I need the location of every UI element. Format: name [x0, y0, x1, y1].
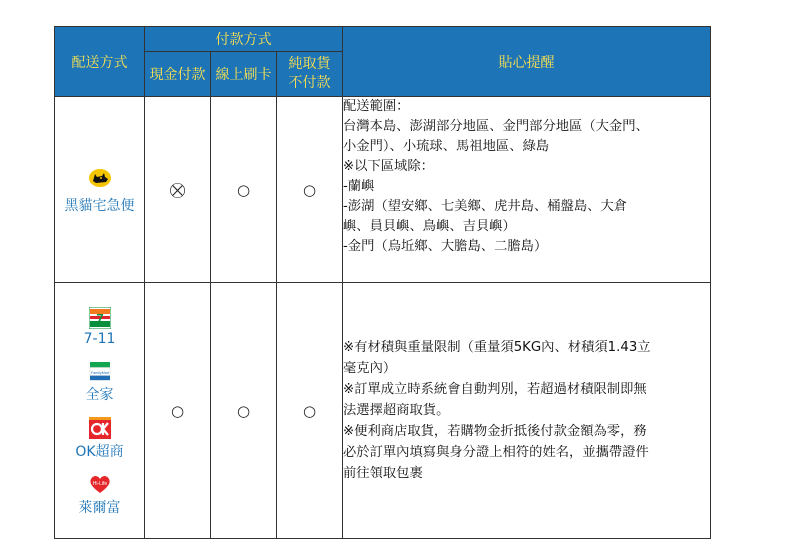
seven-eleven-logo-icon	[89, 307, 111, 329]
header-pickup-only: 純取貨 不付款	[277, 52, 343, 97]
cash-unavailable-mark: ⛒	[145, 97, 211, 283]
black-cat-icon	[87, 165, 113, 189]
store-hilife	[55, 467, 144, 523]
header-delivery-method: 配送方式	[55, 27, 145, 97]
store-label: 萊爾富	[78, 499, 121, 516]
ok-mart-logo-icon	[89, 417, 111, 439]
header-card: 線上刷卡	[211, 52, 277, 97]
delivery-payment-table	[54, 26, 711, 539]
table-row	[55, 97, 711, 283]
pickup-available-mark: ○	[277, 97, 343, 283]
header-payment-method: 付款方式	[145, 27, 343, 52]
header-tips: 貼心提醒	[343, 27, 711, 97]
svg-text:Hi-Life: Hi-Life	[92, 480, 107, 487]
hilife-logo-icon	[89, 473, 111, 495]
tips-convenience-stores: ※有材積與重量限制（重量須5KG內、材積須1.43立 毫克內） ※訂單成立時系統會自動判別，若超過材積限制即無 法選擇超商取貨。 ※便利商店取貨，若購物金折抵後付款金額為零，務 必於訂單內填寫與身分證上相符的姓名，並攜帶證件 前往領取包裹	[343, 283, 711, 539]
store-label: OK超商	[75, 443, 124, 460]
tips-black-cat: 配送範圍： 台灣本島、澎湖部分地區、金門部分地區（大金門、 小金門）、小琉球、馬祖地區、綠島 ※以下區域除： -蘭嶼 -澎湖（望安鄉、七美鄉、虎井島、桶盤島、大倉 嶼、員貝嶼、鳥嶼、吉貝嶼） -金門（烏坵鄉、大膽島、二膽島）	[343, 97, 711, 283]
store-familymart	[55, 355, 144, 411]
svg-text:7: 7	[95, 310, 104, 326]
pickup-available-mark: ○	[277, 283, 343, 539]
carrier-label: 黑貓宅急便	[64, 197, 135, 214]
store-label: 7-11	[83, 330, 116, 347]
card-available-mark: ○	[211, 283, 277, 539]
carrier-convenience-stores	[55, 283, 145, 539]
header-cash: 現金付款	[145, 52, 211, 97]
carrier-black-cat	[55, 97, 145, 283]
store-seven-eleven	[55, 299, 144, 355]
table-row	[55, 283, 711, 539]
store-label: 全家	[85, 386, 114, 403]
card-available-mark: ○	[211, 97, 277, 283]
cash-available-mark: ○	[145, 283, 211, 539]
svg-text:FamilyMart: FamilyMart	[90, 370, 109, 375]
store-ok-mart	[55, 411, 144, 467]
familymart-logo-icon	[88, 362, 112, 382]
